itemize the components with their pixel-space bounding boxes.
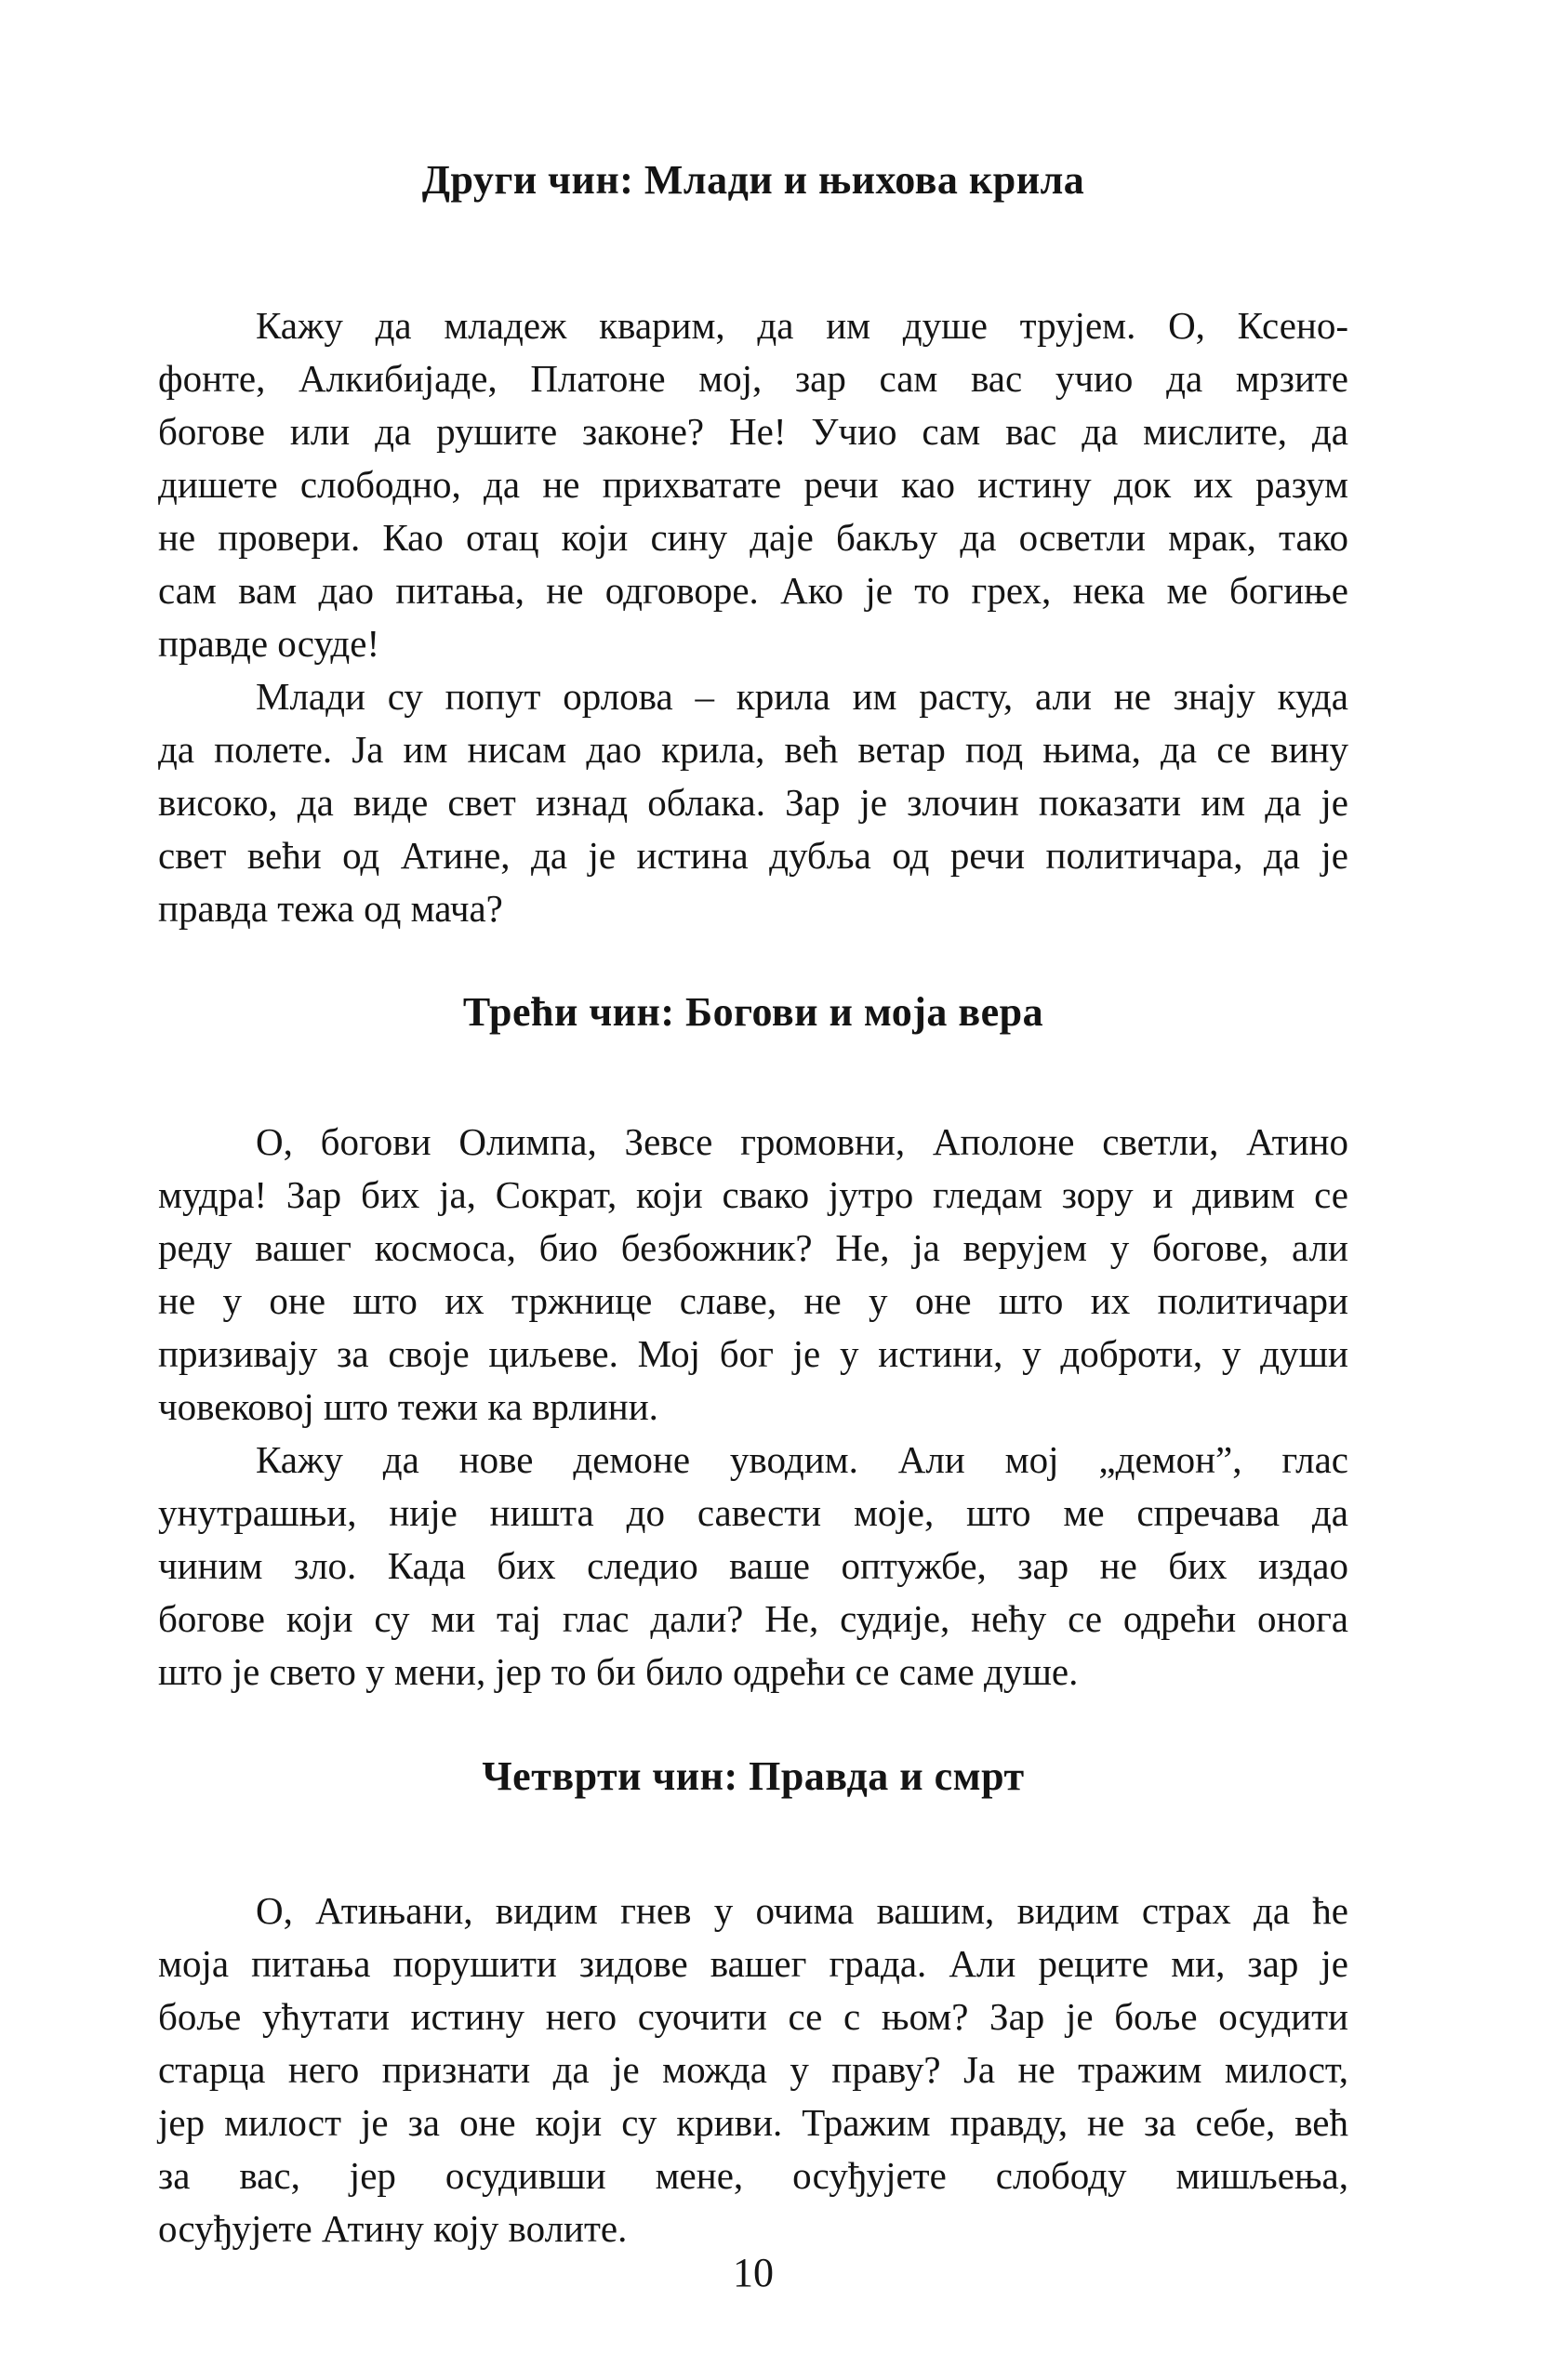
text-line: правде осуде! [158, 622, 380, 665]
text-line: унутрашњи, није ништа до савести моје, што ме спречава да [158, 1491, 1348, 1534]
text-line: осуђујете Атину коју волите. [158, 2207, 628, 2250]
text-line: чиним зло. Када бих следио ваше оптужбе, зар не бих издао [158, 1544, 1348, 1587]
text-line: свет већи од Атине, да је истина дубља од речи политичара, да је [158, 834, 1348, 877]
paragraph [158, 670, 1348, 935]
text-line: призивају за своје циљеве. Мој бог је у истини, у доброти, у души [158, 1332, 1348, 1375]
text-line: човековој што тежи ка врлини. [158, 1385, 658, 1428]
paragraph [158, 1884, 1348, 2255]
text-line: мудра! Зар бих ја, Сократ, који свако јутро гледам зору и дивим се [158, 1173, 1348, 1216]
text-line: што је свето у мени, јер то би било одрећи се саме душе. [158, 1650, 1079, 1693]
text-line: сам вам дао питања, не одговоре. Ако је то грех, нека ме богиње [158, 569, 1348, 612]
text-line: реду вашег космоса, био безбожник? Не, ја верујем у богове, али [158, 1226, 1348, 1269]
text-line: не у оне што их тржнице славе, не у оне што их политичари [158, 1279, 1348, 1322]
text-line: старца него признати да је можда у праву? Ја не тражим милост, [158, 2048, 1348, 2091]
text-line: да полете. Ја им нисам дао крила, већ ветар под њима, да се вину [158, 728, 1348, 771]
text-line: Кажу да младеж кварим, да им душе трујем. О, Ксено- [256, 304, 1348, 347]
text-line: моја питања порушити зидове вашег града. Али реците ми, зар је [158, 1942, 1348, 1985]
text-line: О, Атињани, видим гнев у очима вашим, видим страх да ће [256, 1889, 1348, 1932]
text-block [158, 0, 1348, 2255]
text-line: високо, да виде свет изнад облака. Зар је злочин показати им да је [158, 781, 1348, 824]
text-line: дишете слободно, да не прихватате речи као истину док их разум [158, 463, 1348, 506]
section-heading: Други чин: Млади и њихова крила [421, 157, 1085, 203]
text-line: за вас, јер осудивши мене, осуђујете слободу мишљења, [158, 2154, 1348, 2197]
text-line: О, богови Олимпа, Зевсе громовни, Аполоне светли, Атино [256, 1120, 1348, 1163]
text-line: не провери. Као отац који сину даје бакљу да осветли мрак, тако [158, 516, 1348, 559]
text-line: јер милост је за оне који су криви. Тражим правду, не за себе, већ [158, 2101, 1348, 2144]
paragraph [158, 1116, 1348, 1434]
paragraph [158, 1434, 1348, 1699]
text-line: Кажу да нове демоне уводим. Али мој „демон”, глас [256, 1438, 1348, 1481]
text-line: Млади су попут орлова – крила им расту, али не знају куда [256, 675, 1348, 718]
text-line: фонте, Алкибијаде, Платоне мој, зар сам вас учио да мрзите [158, 357, 1348, 400]
section-heading: Четврти чин: Правда и смрт [482, 1753, 1025, 1799]
paragraph [158, 299, 1348, 670]
text-line: богове или да рушите законе? Не! Учио сам вас да мислите, да [158, 410, 1348, 453]
text-line: боље ућутати истину него суочити се с њом? Зар је боље осудити [158, 1995, 1348, 2038]
text-line: правда тежа од мача? [158, 887, 503, 930]
section-heading: Трећи чин: Богови и моја вера [462, 989, 1044, 1035]
text-line: богове који су ми тај глас дали? Не, судије, нећу се одрећи онога [158, 1597, 1348, 1640]
page-number: 10 [733, 2250, 774, 2295]
